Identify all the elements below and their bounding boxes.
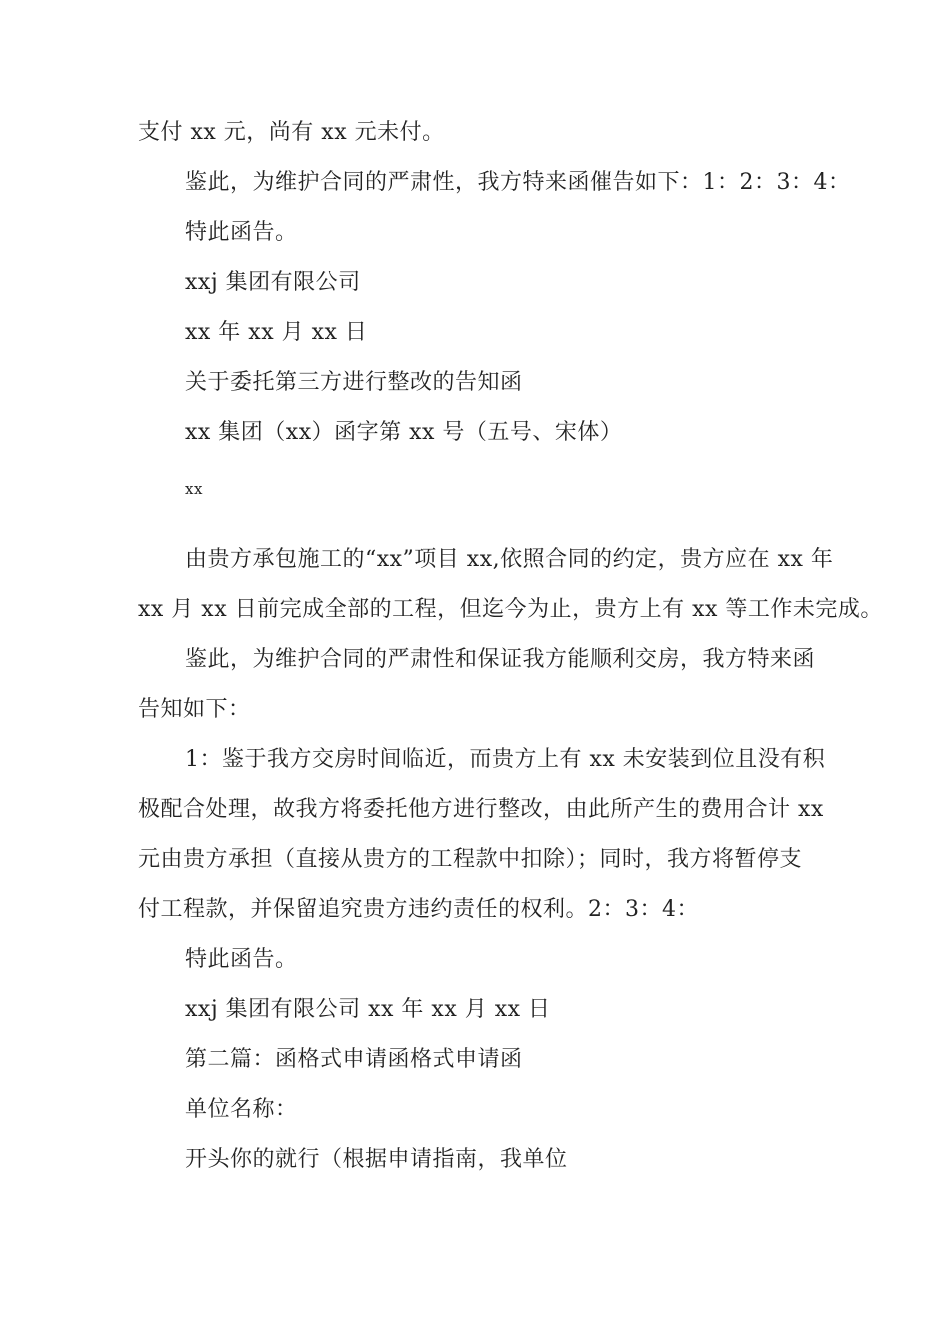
text-line: 开头你的就行（根据申请指南，我单位 xyxy=(185,1147,568,1172)
section-heading: 第二篇：函格式申请函格式申请函 xyxy=(185,1047,523,1072)
text-line: 鉴此，为维护合同的严肃性和保证我方能顺利交房，我方特来函 xyxy=(185,647,816,672)
text-line: 1：鉴于我方交房时间临近，而贵方上有 xx 未安装到位且没有积 xyxy=(185,747,826,772)
text-line: 告知如下： xyxy=(138,697,251,722)
text-line: 特此函告。 xyxy=(185,947,298,972)
text-line: 特此函告。 xyxy=(185,220,298,245)
text-line: 由贵方承包施工的“xx”项目 xx,依照合同的约定，贵方应在 xx 年 xyxy=(185,547,834,572)
text-line: 付工程款，并保留追究贵方违约责任的权利。2：3：4： xyxy=(138,897,699,922)
text-line: 单位名称： xyxy=(185,1097,298,1122)
letter-reference: xx 集团（xx）函字第 xx 号（五号、宋体） xyxy=(185,420,623,445)
recipient-line: xx xyxy=(185,480,203,498)
company-name: xxj 集团有限公司 xyxy=(185,270,361,295)
date-line: xx 年 xx 月 xx 日 xyxy=(185,320,368,345)
letter-title: 关于委托第三方进行整改的告知函 xyxy=(185,370,523,395)
text-line: 元由贵方承担（直接从贵方的工程款中扣除）；同时，我方将暂停支 xyxy=(138,847,803,872)
text-line: 支付 xx 元，尚有 xx 元未付。 xyxy=(138,120,445,145)
text-line: xx 月 xx 日前完成全部的工程，但迄今为止，贵方上有 xx 等工作未完成。 xyxy=(138,597,883,622)
text-line: 鉴此，为维护合同的严肃性，我方特来函催告如下：1：2：3：4： xyxy=(185,170,851,195)
text-line: 极配合处理，故我方将委托他方进行整改，由此所产生的费用合计 xx xyxy=(138,797,824,822)
company-date-line: xxj 集团有限公司 xx 年 xx 月 xx 日 xyxy=(185,997,551,1022)
